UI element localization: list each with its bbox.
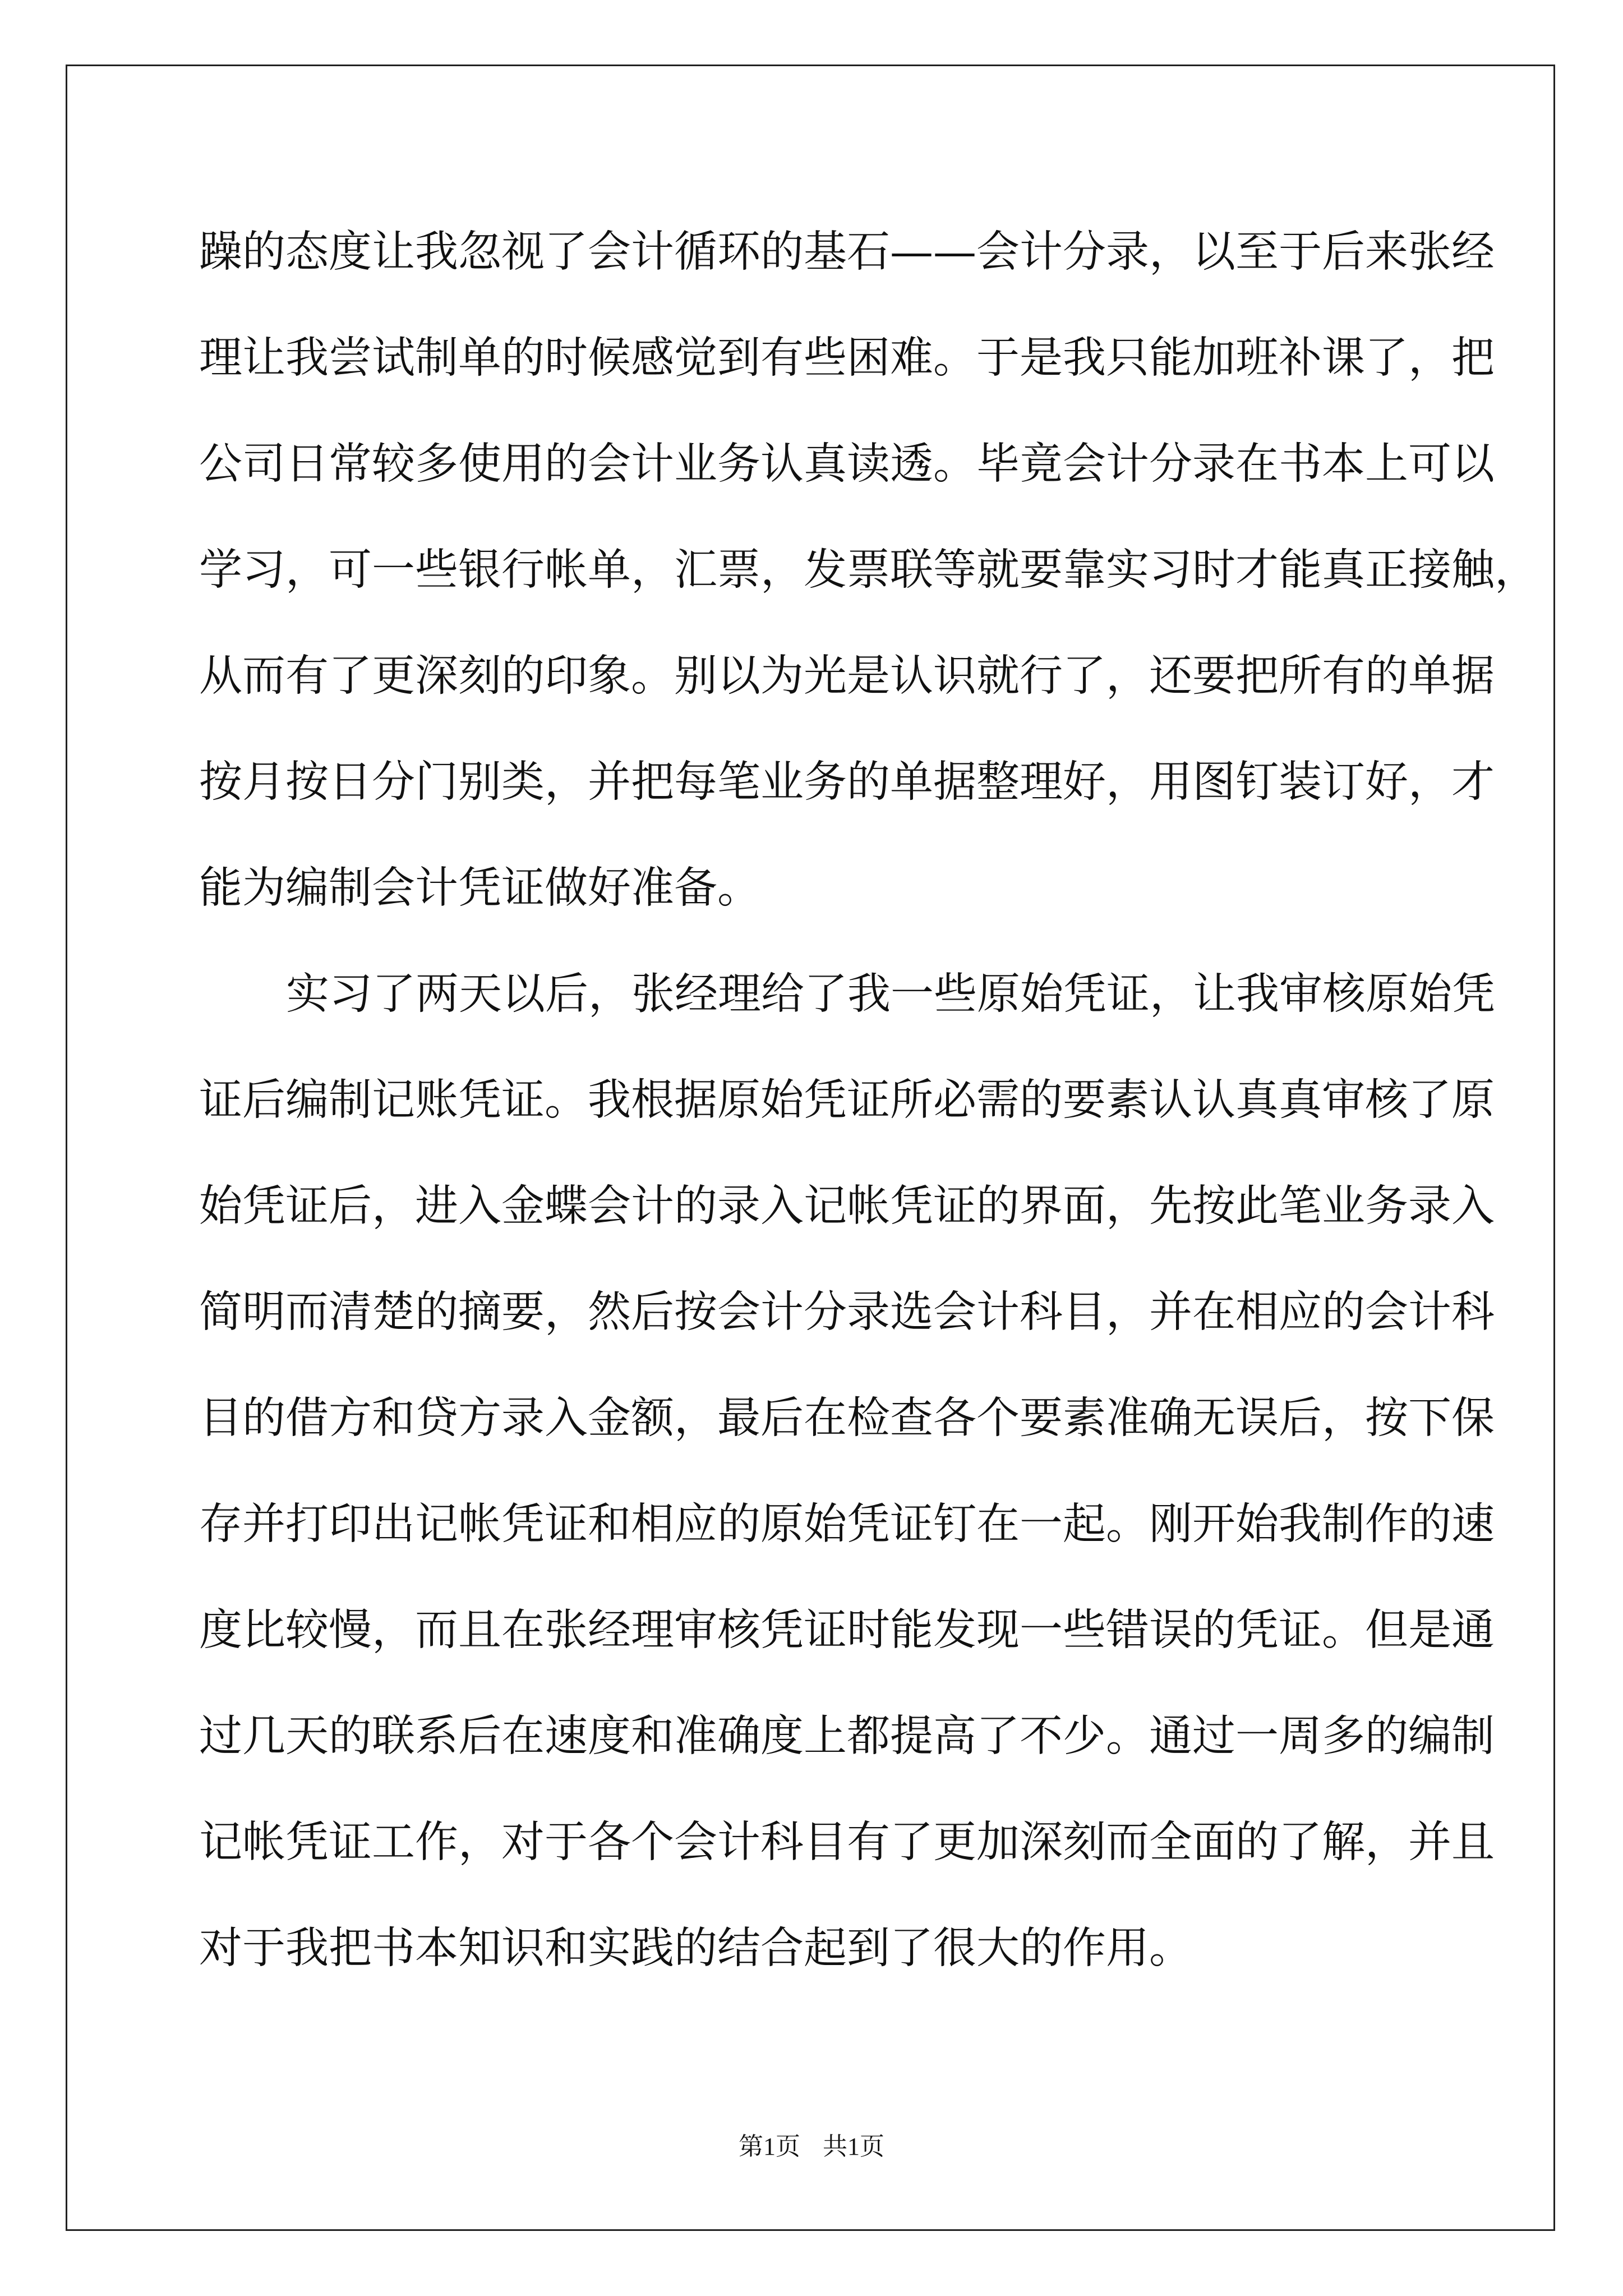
text-line: 度比较慢，而且在张经理审核凭证时能发现一些错误的凭证。但是通 (199, 1605, 1495, 1655)
text-line: 存并打印出记帐凭证和相应的原始凭证钉在一起。刚开始我制作的速 (199, 1499, 1495, 1549)
page-footer (0, 2126, 1623, 2162)
text-line: 证后编制记账凭证。我根据原始凭证所必需的要素认认真真审核了原 (199, 1075, 1495, 1125)
text-line: 过几天的联系后在速度和准确度上都提高了不少。通过一周多的编制 (199, 1711, 1495, 1761)
text-line: 公司日常较多使用的会计业务认真读透。毕竟会计分录在书本上可以 (199, 439, 1495, 489)
document-body (199, 199, 1538, 2001)
total-pages: 共1页 (823, 2133, 884, 2160)
text-line: 学习，可一些银行帐单，汇票，发票联等就要靠实习时才能真正接触， (199, 545, 1538, 595)
text-line: 躁的态度让我忽视了会计循环的基石——会计分录，以至于后来张经 (199, 227, 1495, 277)
paragraph-first-line: 实习了两天以后，张经理给了我一些原始凭证，让我审核原始凭 (286, 969, 1495, 1019)
text-line: 简明而清楚的摘要，然后按会计分录选会计科目，并在相应的会计科 (199, 1287, 1495, 1337)
text-line: 目的借方和贷方录入金额，最后在检查各个要素准确无误后，按下保 (199, 1393, 1495, 1443)
page-number: 第1页 (739, 2133, 800, 2160)
text-line: 理让我尝试制单的时候感觉到有些困难。于是我只能加班补课了，把 (199, 333, 1495, 383)
text-line: 对于我把书本知识和实践的结合起到了很大的作用。 (199, 1924, 1192, 1973)
text-line: 能为编制会计凭证做好准备。 (199, 863, 760, 913)
text-line: 按月按日分门别类，并把每笔业务的单据整理好，用图钉装订好，才 (199, 757, 1495, 807)
text-line: 从而有了更深刻的印象。别以为光是认识就行了，还要把所有的单据 (199, 651, 1495, 701)
text-line: 记帐凭证工作，对于各个会计科目有了更加深刻而全面的了解，并且 (199, 1818, 1495, 1867)
text-line: 始凭证后，进入金蝶会计的录入记帐凭证的界面，先按此笔业务录入 (199, 1181, 1495, 1231)
